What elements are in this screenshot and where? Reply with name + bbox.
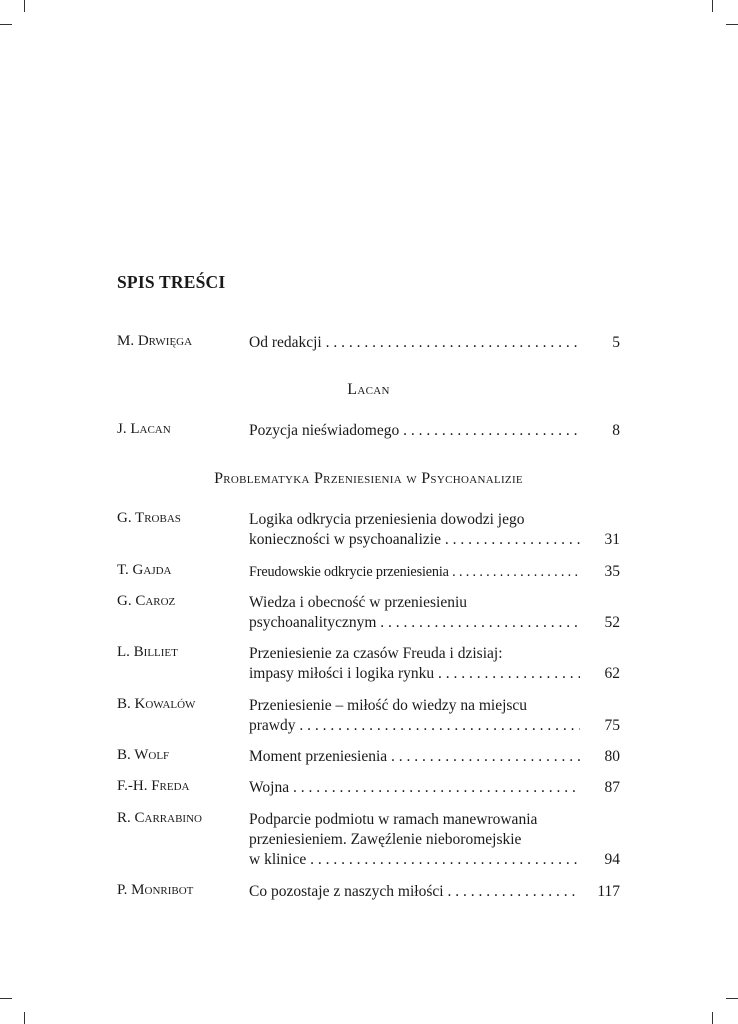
- crop-mark-top-left: [24, 0, 25, 12]
- entry-title-line: Co pozostaje z naszych miłości . . .: [249, 882, 620, 902]
- entry-page: 80: [580, 747, 620, 767]
- section-heading-problematyka: Problematyka Przeniesienia w Psychoanalizie: [214, 470, 523, 487]
- entry-page: 8: [580, 421, 620, 441]
- entry-title-line: przeniesieniem. Zawęźlenie nieboromejskie: [249, 831, 522, 848]
- entry-author: T. Gajda: [117, 562, 172, 578]
- entry-author: G. Caroz: [117, 593, 176, 609]
- entry-title-line: Wiedza i obecność w przeniesieniu: [249, 594, 468, 611]
- entry-page: 62: [580, 664, 620, 684]
- entry-title-line: Przeniesienie – miłość do wiedzy na miejscu: [249, 697, 528, 714]
- entry-title: [249, 644, 620, 684]
- entry-page: 5: [580, 333, 620, 353]
- entry-title-line: Przeniesienie za czasów Freuda i dzisiaj:: [249, 645, 503, 662]
- entry-author: G. Trobas: [117, 510, 181, 526]
- entry-title: [249, 421, 620, 441]
- entry-page: 117: [580, 882, 620, 902]
- entry-title-line: Freudowskie odkrycie przeniesienia . . .: [249, 562, 620, 582]
- entry-page: 52: [580, 613, 620, 633]
- entry-author: B. Kowalów: [117, 696, 196, 712]
- entry-title-line: konieczności w psychoanalizie . . .: [249, 530, 620, 550]
- crop-mark-bottom-left: [24, 1012, 25, 1024]
- entry-title-line: prawdy . . .: [249, 716, 620, 736]
- entry-title: [249, 333, 620, 353]
- entry-title: [249, 696, 620, 736]
- entry-author: F.-H. Freda: [117, 778, 190, 794]
- entry-title: [249, 810, 620, 870]
- entry-author: L. Billiet: [117, 644, 178, 660]
- entry-author: R. Carrabino: [117, 810, 202, 826]
- entry-title-line: Wojna . . .: [249, 778, 620, 798]
- entry-title: [249, 778, 620, 798]
- entry-title: [249, 510, 620, 550]
- page-title: SPIS TREŚCI: [117, 272, 226, 292]
- crop-mark-left-bottom: [0, 998, 12, 999]
- entry-title-line: impasy miłości i logika rynku . . .: [249, 664, 620, 684]
- entry-page: 87: [580, 778, 620, 798]
- section-heading-lacan: Lacan: [347, 381, 390, 398]
- crop-mark-left-top: [0, 24, 12, 25]
- crop-mark-bottom-right: [712, 1012, 713, 1024]
- entry-title-line: psychoanalitycznym . . .: [249, 613, 620, 633]
- entry-page: 35: [580, 562, 620, 582]
- entry-author: P. Monribot: [117, 882, 194, 898]
- entry-page: 75: [580, 716, 620, 736]
- entry-page: 31: [580, 530, 620, 550]
- entry-title: [249, 562, 620, 582]
- entry-title: [249, 593, 620, 633]
- entry-author: M. Drwięga: [117, 333, 193, 349]
- entry-title-line: Pozycja nieświadomego . . .: [249, 421, 620, 441]
- entry-author: J. Lacan: [117, 421, 171, 437]
- entry-title-line: Moment przeniesienia . . .: [249, 747, 620, 767]
- entry-author: B. Wolf: [117, 747, 170, 763]
- entry-title: [249, 882, 620, 902]
- entry-title-line: Od redakcji . . .: [249, 333, 620, 353]
- crop-mark-right-bottom: [726, 998, 738, 999]
- entry-title: [249, 747, 620, 767]
- crop-mark-right-top: [726, 24, 738, 25]
- crop-mark-top-right: [712, 0, 713, 12]
- entry-title-line: w klinice . . .: [249, 850, 620, 870]
- entry-title-line: Podparcie podmiotu w ramach manewrowania: [249, 811, 538, 828]
- entry-page: 94: [580, 850, 620, 870]
- entry-title-line: Logika odkrycia przeniesienia dowodzi jego: [249, 511, 525, 528]
